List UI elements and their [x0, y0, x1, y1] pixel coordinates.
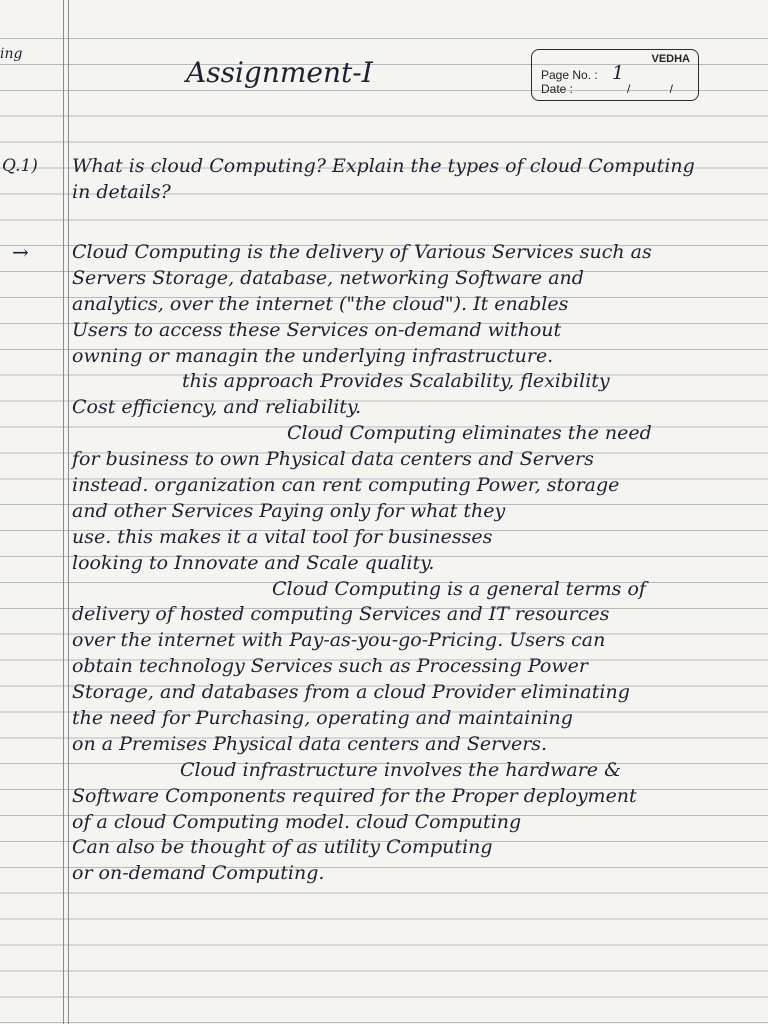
margin-line-inner [68, 0, 69, 1024]
answer-arrow-icon: → [12, 240, 29, 264]
date-value: / / [627, 82, 692, 96]
answer-line: analytics, over the internet ("the cloud"). It enables [72, 292, 569, 315]
answer-line: instead. organization can rent computing Power, storage [72, 474, 620, 497]
answer-line: Cloud Computing is a general terms of [272, 577, 646, 600]
answer-line: this approach Provides Scalability, flexibility [182, 370, 610, 393]
answer-line: use. this makes it a vital tool for businesses [72, 525, 493, 548]
answer-line: looking to Innovate and Scale quality. [72, 551, 435, 574]
brand-label: VEDHA [651, 53, 690, 65]
answer-line: Software Components required for the Proper deployment [72, 784, 637, 807]
answer-line: Storage, and databases from a cloud Provider eliminating [72, 681, 630, 704]
answer-line: Can also be thought of as utility Computing [72, 836, 493, 859]
answer-line: and other Services Paying only for what they [72, 499, 506, 522]
answer-line: for business to own Physical data centers and Servers [72, 448, 594, 471]
answer-line: the need for Purchasing, operating and maintaining [72, 707, 573, 730]
date-label: Date : [541, 82, 574, 96]
answer-line: Servers Storage, database, networking Software and [72, 266, 584, 289]
margin-line-outer [63, 0, 64, 1024]
answer-line: or on-demand Computing. [72, 862, 325, 885]
answer-line: of a cloud Computing model. cloud Computing [72, 810, 522, 833]
answer-line: Cloud infrastructure involves the hardware & [180, 758, 621, 781]
page-title: Assignment-I [186, 56, 373, 89]
corner-note: ing [0, 46, 23, 62]
question-text [72, 154, 766, 206]
question-line: in details? [72, 180, 171, 203]
page-no-label: Page No. : [541, 68, 598, 82]
answer-line: Users to access these Services on-demand without [72, 318, 562, 341]
answer-line: Cloud Computing is the delivery of Various Services such as [72, 241, 652, 263]
question-marker: Q.1) [2, 156, 38, 176]
answer-line: on a Premises Physical data centers and Servers. [72, 732, 548, 755]
answer-text [72, 240, 766, 887]
question-line: What is cloud Computing? Explain the types of cloud Computing [72, 155, 695, 177]
answer-line: delivery of hosted computing Services and IT resources [72, 603, 610, 626]
answer-line: over the internet with Pay-as-you-go-Pricing. Users can [72, 629, 606, 652]
answer-line: obtain technology Services such as Processing Power [72, 655, 588, 678]
page-no-value: 1 [612, 62, 625, 84]
answer-line: Cost efficiency, and reliability. [72, 396, 362, 419]
answer-line: owning or managin the underlying infrastructure. [72, 344, 554, 367]
answer-line: Cloud Computing eliminates the need [287, 422, 652, 445]
page-number-box [531, 49, 699, 101]
